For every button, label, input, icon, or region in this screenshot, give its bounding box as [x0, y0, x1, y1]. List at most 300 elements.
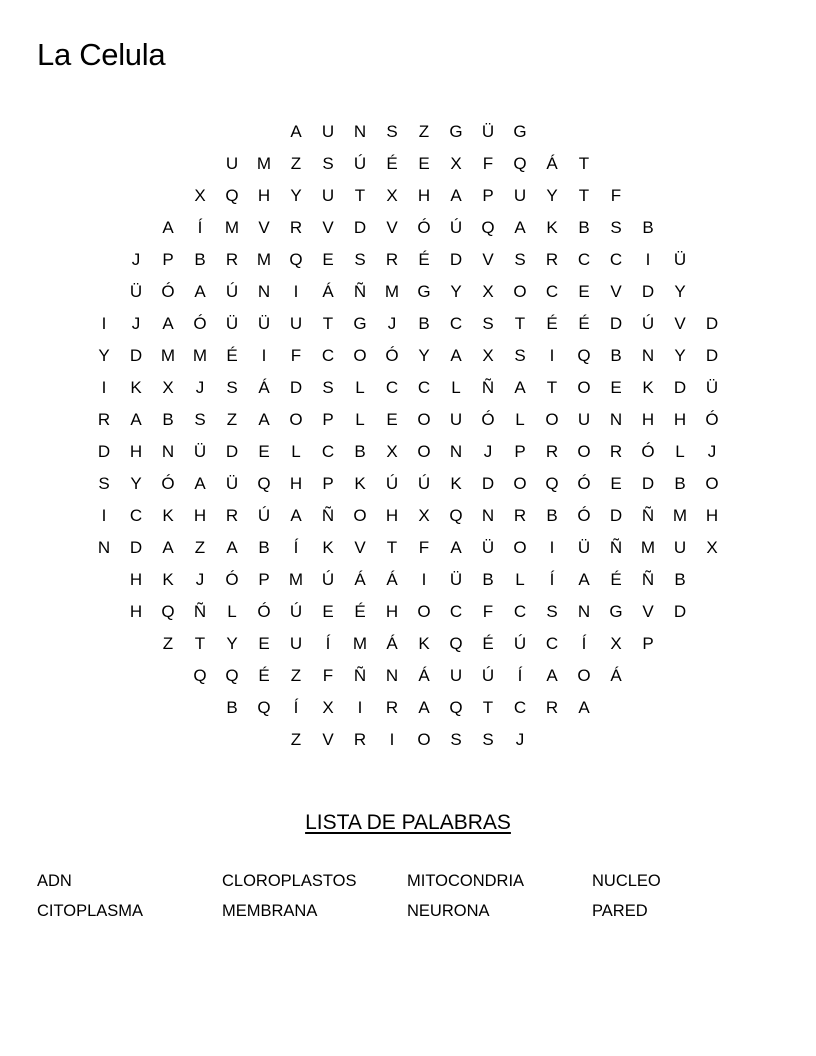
grid-letter: Í	[293, 698, 299, 717]
grid-letter: Ú	[513, 634, 527, 653]
grid-letter: É	[258, 666, 270, 685]
word-list-item: CITOPLASMA	[37, 902, 144, 920]
grid-letter: D	[129, 346, 143, 365]
grid-letter: B	[194, 250, 206, 269]
grid-letter: Y	[450, 282, 462, 301]
grid-letter: B	[674, 474, 686, 493]
grid-letter: D	[673, 378, 687, 397]
grid-letter: O	[577, 666, 591, 685]
grid-letter: K	[450, 474, 462, 493]
grid-letter: P	[322, 474, 334, 493]
grid-letter: Á	[322, 282, 334, 301]
grid-letter: R	[545, 250, 559, 269]
grid-letter: Ü	[225, 314, 239, 333]
grid-letter: Z	[290, 154, 302, 173]
grid-letter: B	[418, 314, 430, 333]
grid-letter: M	[672, 506, 688, 525]
grid-letter: U	[321, 186, 335, 205]
grid-letter: Ñ	[353, 282, 367, 301]
grid-letter: R	[513, 506, 527, 525]
grid-letter: S	[322, 154, 334, 173]
grid-letter: R	[97, 410, 111, 429]
grid-letter: X	[450, 154, 462, 173]
grid-letter: D	[705, 346, 719, 365]
grid-letter: Ú	[641, 314, 655, 333]
grid-letter: H	[385, 506, 399, 525]
grid-letter: S	[98, 474, 110, 493]
grid-letter: O	[513, 282, 527, 301]
grid-letter: Q	[289, 250, 303, 269]
word-list-heading-text: LISTA DE PALABRAS	[305, 811, 511, 834]
grid-letter: I	[421, 570, 427, 589]
grid-letter: Z	[418, 122, 430, 141]
grid-letter: R	[353, 730, 367, 749]
grid-letter: X	[482, 282, 494, 301]
grid-letter: S	[226, 378, 238, 397]
grid-letter: E	[258, 442, 270, 461]
grid-letter: Q	[545, 474, 559, 493]
grid-letter: K	[162, 506, 174, 525]
grid-letter: Ó	[193, 314, 207, 333]
grid-letter: M	[288, 570, 304, 589]
grid-letter: L	[515, 570, 525, 589]
grid-letter: Ñ	[481, 378, 495, 397]
grid-letter: Ú	[225, 282, 239, 301]
grid-letter: R	[609, 442, 623, 461]
grid-letter: D	[353, 218, 367, 237]
grid-letter: H	[385, 602, 399, 621]
grid-letter: X	[610, 634, 622, 653]
grid-letter: Ñ	[321, 506, 335, 525]
grid-letter: J	[131, 314, 141, 333]
word-list-heading	[0, 810, 816, 836]
grid-letter: K	[354, 474, 366, 493]
grid-letter: Í	[517, 666, 523, 685]
grid-letter: T	[386, 538, 398, 557]
grid-letter: B	[674, 570, 686, 589]
grid-letter: Q	[257, 474, 271, 493]
grid-letter: S	[546, 602, 558, 621]
grid-letter: D	[289, 378, 303, 397]
grid-letter: Ü	[481, 538, 495, 557]
grid-letter: X	[386, 186, 398, 205]
grid-letter: O	[353, 346, 367, 365]
grid-letter: L	[227, 602, 237, 621]
grid-letter: Ñ	[353, 666, 367, 685]
grid-letter: J	[515, 730, 525, 749]
grid-letter: S	[514, 250, 526, 269]
grid-letter: I	[101, 378, 107, 397]
grid-letter: P	[322, 410, 334, 429]
grid-letter: D	[129, 538, 143, 557]
grid-letter: F	[482, 602, 494, 621]
grid-letter: O	[353, 506, 367, 525]
grid-letter: E	[322, 250, 334, 269]
grid-letter: É	[354, 602, 366, 621]
grid-letter: B	[162, 410, 174, 429]
grid-letter: A	[162, 314, 174, 333]
grid-letter: B	[354, 442, 366, 461]
grid-letter: J	[483, 442, 493, 461]
grid-letter: Á	[354, 570, 366, 589]
word-list-item: MITOCONDRIA	[407, 872, 525, 890]
grid-letter: N	[577, 602, 591, 621]
grid-letter: O	[417, 410, 431, 429]
grid-letter: V	[322, 730, 334, 749]
grid-letter: J	[387, 314, 397, 333]
grid-letter: F	[418, 538, 430, 557]
grid-letter: Ó	[481, 410, 495, 429]
grid-letter: N	[97, 538, 111, 557]
grid-letter: C	[609, 250, 623, 269]
grid-letter: C	[321, 442, 335, 461]
grid-letter: D	[673, 602, 687, 621]
grid-letter: K	[130, 378, 142, 397]
grid-letter: X	[162, 378, 174, 397]
grid-letter: C	[545, 634, 559, 653]
grid-letter: O	[545, 410, 559, 429]
grid-letter: T	[194, 634, 206, 653]
grid-letter: E	[418, 154, 430, 173]
grid-letter: É	[418, 250, 430, 269]
grid-letter: H	[129, 442, 143, 461]
grid-letter: T	[578, 154, 590, 173]
grid-letter: A	[226, 538, 238, 557]
grid-letter: O	[417, 442, 431, 461]
grid-letter: C	[417, 378, 431, 397]
grid-letter: N	[449, 442, 463, 461]
grid-letter: U	[577, 410, 591, 429]
grid-letter: Ü	[225, 474, 239, 493]
grid-letter: V	[322, 218, 334, 237]
grid-letter: O	[417, 602, 431, 621]
grid-letter: T	[482, 698, 494, 717]
grid-letter: E	[610, 378, 622, 397]
grid-letter: Ñ	[193, 602, 207, 621]
grid-letter: N	[609, 410, 623, 429]
grid-letter: U	[321, 122, 335, 141]
grid-letter: C	[545, 282, 559, 301]
grid-letter: E	[258, 634, 270, 653]
grid-letter: N	[257, 282, 271, 301]
grid-letter: B	[226, 698, 238, 717]
grid-letter: A	[546, 666, 558, 685]
grid-letter: Ü	[193, 442, 207, 461]
grid-letter: Ú	[449, 218, 463, 237]
grid-letter: Ü	[449, 570, 463, 589]
grid-letter: Ü	[129, 282, 143, 301]
grid-letter: Ú	[257, 506, 271, 525]
grid-letter: U	[449, 666, 463, 685]
grid-letter: Ó	[641, 442, 655, 461]
grid-letter: O	[513, 538, 527, 557]
grid-letter: Ú	[385, 474, 399, 493]
grid-letter: Z	[226, 410, 238, 429]
grid-letter: Ú	[289, 602, 303, 621]
grid-letter: Q	[449, 698, 463, 717]
grid-letter: D	[481, 474, 495, 493]
grid-letter: T	[578, 186, 590, 205]
grid-letter: P	[162, 250, 174, 269]
grid-letter: Ó	[225, 570, 239, 589]
grid-letter: G	[609, 602, 623, 621]
grid-letter: Ó	[577, 506, 591, 525]
grid-letter: Z	[194, 538, 206, 557]
grid-letter: S	[354, 250, 366, 269]
grid-letter: A	[194, 474, 206, 493]
grid-letter: H	[641, 410, 655, 429]
grid-letter: A	[450, 538, 462, 557]
grid-letter: T	[546, 378, 558, 397]
grid-letter: T	[514, 314, 526, 333]
grid-letter: O	[577, 378, 591, 397]
grid-letter: U	[513, 186, 527, 205]
grid-letter: Y	[546, 186, 558, 205]
grid-letter: Q	[257, 698, 271, 717]
grid-letter: Ü	[257, 314, 271, 333]
grid-letter: B	[546, 506, 558, 525]
grid-letter: R	[545, 698, 559, 717]
grid-letter: V	[674, 314, 686, 333]
grid-letter: T	[322, 314, 334, 333]
grid-letter: É	[386, 154, 398, 173]
grid-letter: I	[293, 282, 299, 301]
grid-letter: Ó	[577, 474, 591, 493]
grid-letter: Ó	[385, 346, 399, 365]
grid-letter: F	[610, 186, 622, 205]
grid-letter: S	[482, 314, 494, 333]
word-list-item: MEMBRANA	[222, 902, 318, 920]
grid-letter: K	[162, 570, 174, 589]
grid-letter: A	[130, 410, 142, 429]
grid-letter: A	[450, 186, 462, 205]
grid-letter: Ñ	[609, 538, 623, 557]
grid-letter: N	[353, 122, 367, 141]
grid-letter: I	[389, 730, 395, 749]
grid-letter: X	[418, 506, 430, 525]
grid-letter: L	[355, 378, 365, 397]
grid-letter: E	[610, 474, 622, 493]
grid-letter: Á	[386, 634, 398, 653]
grid-letter: Ú	[481, 666, 495, 685]
grid-letter: Y	[418, 346, 430, 365]
grid-letter: É	[482, 634, 494, 653]
grid-letter: G	[353, 314, 367, 333]
grid-letter: K	[546, 218, 558, 237]
grid-letter: C	[513, 602, 527, 621]
grid-letter: É	[546, 314, 558, 333]
grid-letter: H	[673, 410, 687, 429]
grid-letter: Í	[549, 570, 555, 589]
grid-letter: Z	[290, 666, 302, 685]
grid-letter: A	[578, 570, 590, 589]
grid-letter: B	[482, 570, 494, 589]
grid-letter: D	[641, 282, 655, 301]
grid-letter: F	[482, 154, 494, 173]
grid-letter: I	[549, 346, 555, 365]
grid-letter: M	[352, 634, 368, 653]
grid-letter: Q	[193, 666, 207, 685]
grid-letter: R	[225, 506, 239, 525]
grid-letter: O	[513, 474, 527, 493]
grid-letter: A	[258, 410, 270, 429]
grid-letter: D	[641, 474, 655, 493]
grid-letter: M	[256, 250, 272, 269]
grid-letter: Y	[98, 346, 110, 365]
grid-letter: G	[513, 122, 527, 141]
grid-letter: V	[482, 250, 494, 269]
grid-letter: D	[609, 506, 623, 525]
grid-letter: O	[417, 730, 431, 749]
grid-letter: U	[289, 634, 303, 653]
grid-letter: L	[355, 410, 365, 429]
word-list-item: CLOROPLASTOS	[222, 872, 357, 890]
grid-letter: R	[385, 698, 399, 717]
grid-letter: H	[417, 186, 431, 205]
grid-letter: X	[322, 698, 334, 717]
grid-letter: H	[129, 602, 143, 621]
grid-letter: O	[577, 442, 591, 461]
grid-letter: E	[322, 602, 334, 621]
grid-letter: A	[162, 218, 174, 237]
word-list-item: NUCLEO	[592, 872, 661, 890]
grid-letter: G	[449, 122, 463, 141]
grid-letter: Q	[449, 506, 463, 525]
grid-letter: Z	[162, 634, 174, 653]
grid-letter: Q	[225, 186, 239, 205]
grid-letter: B	[258, 538, 270, 557]
grid-letter: V	[386, 218, 398, 237]
grid-letter: N	[161, 442, 175, 461]
grid-letter: P	[482, 186, 494, 205]
grid-letter: C	[321, 346, 335, 365]
grid-letter: Á	[258, 378, 270, 397]
grid-letter: X	[194, 186, 206, 205]
grid-letter: Ó	[705, 410, 719, 429]
page-title: La Celula	[37, 37, 166, 72]
grid-letter: Y	[130, 474, 142, 493]
grid-letter: É	[578, 314, 590, 333]
grid-letter: S	[610, 218, 622, 237]
grid-letter: Y	[674, 282, 686, 301]
grid-letter: B	[578, 218, 590, 237]
grid-letter: A	[418, 698, 430, 717]
grid-letter: R	[545, 442, 559, 461]
grid-letter: É	[610, 570, 622, 589]
grid-letter: N	[641, 346, 655, 365]
grid-letter: D	[705, 314, 719, 333]
grid-letter: L	[515, 410, 525, 429]
word-list-item: ADN	[37, 872, 72, 890]
grid-letter: Í	[581, 634, 587, 653]
grid-letter: Ó	[161, 474, 175, 493]
grid-letter: U	[449, 410, 463, 429]
grid-letter: X	[482, 346, 494, 365]
grid-letter: L	[451, 378, 461, 397]
grid-letter: A	[290, 506, 302, 525]
grid-letter: Q	[481, 218, 495, 237]
grid-letter: M	[160, 346, 176, 365]
grid-letter: Y	[674, 346, 686, 365]
grid-letter: H	[289, 474, 303, 493]
grid-letter: U	[289, 314, 303, 333]
grid-letter: Í	[293, 538, 299, 557]
grid-letter: C	[449, 602, 463, 621]
grid-letter: I	[357, 698, 363, 717]
grid-letter: Q	[225, 666, 239, 685]
grid-letter: B	[642, 218, 654, 237]
grid-letter: S	[482, 730, 494, 749]
grid-letter: E	[578, 282, 590, 301]
grid-letter: P	[258, 570, 270, 589]
grid-letter: Q	[577, 346, 591, 365]
grid-letter: R	[225, 250, 239, 269]
grid-letter: V	[354, 538, 366, 557]
grid-letter: Á	[418, 666, 430, 685]
grid-letter: D	[449, 250, 463, 269]
grid-letter: Ü	[705, 378, 719, 397]
grid-letter: I	[101, 314, 107, 333]
grid-letter: Z	[290, 730, 302, 749]
word-list-item: NEURONA	[407, 902, 490, 920]
grid-letter: C	[449, 314, 463, 333]
grid-letter: L	[291, 442, 301, 461]
grid-letter: Ó	[417, 218, 431, 237]
grid-letter: C	[129, 506, 143, 525]
grid-letter: H	[193, 506, 207, 525]
grid-letter: S	[450, 730, 462, 749]
grid-letter: Ó	[161, 282, 175, 301]
grid-letter: Y	[226, 634, 238, 653]
grid-letter: O	[705, 474, 719, 493]
grid-letter: A	[450, 346, 462, 365]
grid-letter: E	[386, 410, 398, 429]
grid-letter: J	[707, 442, 717, 461]
grid-letter: V	[258, 218, 270, 237]
grid-letter: Ü	[481, 122, 495, 141]
grid-letter: F	[290, 346, 302, 365]
grid-letter: R	[289, 218, 303, 237]
grid-letter: P	[514, 442, 526, 461]
grid-letter: Q	[449, 634, 463, 653]
grid-letter: Ñ	[641, 570, 655, 589]
grid-letter: Ú	[321, 570, 335, 589]
grid-letter: R	[385, 250, 399, 269]
grid-letter: D	[97, 442, 111, 461]
grid-letter: S	[194, 410, 206, 429]
grid-letter: J	[131, 250, 141, 269]
grid-letter: Á	[546, 154, 558, 173]
grid-letter: K	[642, 378, 654, 397]
grid-letter: M	[192, 346, 208, 365]
grid-letter: J	[195, 570, 205, 589]
grid-letter: T	[354, 186, 366, 205]
grid-letter: Ü	[577, 538, 591, 557]
grid-letter: M	[224, 218, 240, 237]
grid-letter: Á	[386, 570, 398, 589]
grid-letter: Ú	[353, 154, 367, 173]
grid-letter: U	[673, 538, 687, 557]
grid-letter: M	[256, 154, 272, 173]
grid-letter: Q	[161, 602, 175, 621]
grid-letter: J	[195, 378, 205, 397]
grid-letter: A	[514, 218, 526, 237]
grid-letter: N	[385, 666, 399, 685]
grid-letter: I	[549, 538, 555, 557]
grid-letter: G	[417, 282, 431, 301]
grid-letter: Í	[325, 634, 331, 653]
grid-letter: O	[289, 410, 303, 429]
